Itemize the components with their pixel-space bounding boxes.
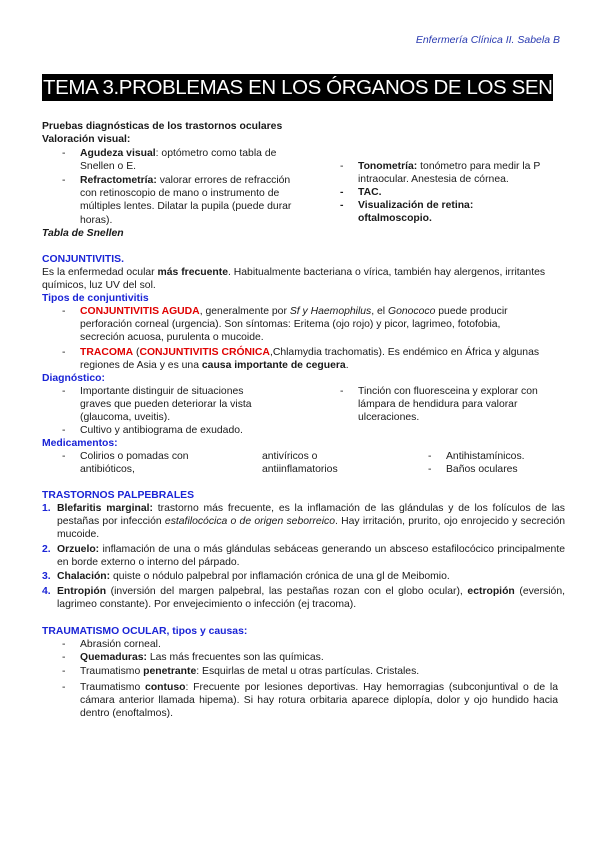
- diagnostic-heading: Pruebas diagnósticas de los trastornos oculares: [42, 121, 283, 132]
- ocular-trauma-heading: TRAUMATISMO OCULAR, tipos y causas:: [42, 626, 248, 637]
- visual-assessment-heading: Valoración visual:: [42, 134, 131, 145]
- item-text: : optómetro como tabla de Snellen o E.: [80, 148, 277, 173]
- acute-conjunctivitis-label: CONJUNTIVITIS AGUDA: [80, 306, 200, 317]
- trachoma-label: TRACOMA: [80, 347, 134, 358]
- conjunctivitis-types-heading: Tipos de conjuntivitis: [42, 293, 149, 304]
- diagnosis-heading: Diagnóstico:: [42, 373, 105, 384]
- item-label: Agudeza visual: [80, 148, 156, 159]
- conjunctivitis-intro: Es la enfermedad ocular más frecuente. Habitualmente bacteriana o vírica, también hay alergenos, irritantes químicos, luz UV del sol.: [42, 267, 546, 292]
- page-title: TEMA 3.PROBLEMAS EN LOS ÓRGANOS DE LOS SENTIDOS: [43, 76, 613, 99]
- item-text: tonómetro para medir la P intraocular. Anestesia de córnea.: [358, 161, 541, 186]
- snellen-caption: Tabla de Snellen: [42, 228, 124, 239]
- eyelid-disorders-heading: TRASTORNOS PALPEBRALES: [42, 490, 195, 501]
- conjunctivitis-heading: CONJUNTIVITIS.: [42, 254, 124, 265]
- item-label: Visualización de retina: oftalmoscopio.: [358, 200, 474, 225]
- list-item: antivíricos o antiinflamatorios: [262, 451, 338, 476]
- item-label: Tonometría:: [358, 161, 418, 172]
- item-label: TAC.: [358, 187, 382, 198]
- course-header: Enfermería Clínica II. Sabela B: [415, 34, 560, 46]
- medications-heading: Medicamentos:: [42, 438, 118, 449]
- item-text: valorar errores de refracción con retinoscopio de mano o instrumento de múltiples lentes. Dilatar la pupila (puede durar horas).: [80, 175, 292, 226]
- item-label: Refractometría:: [80, 175, 157, 186]
